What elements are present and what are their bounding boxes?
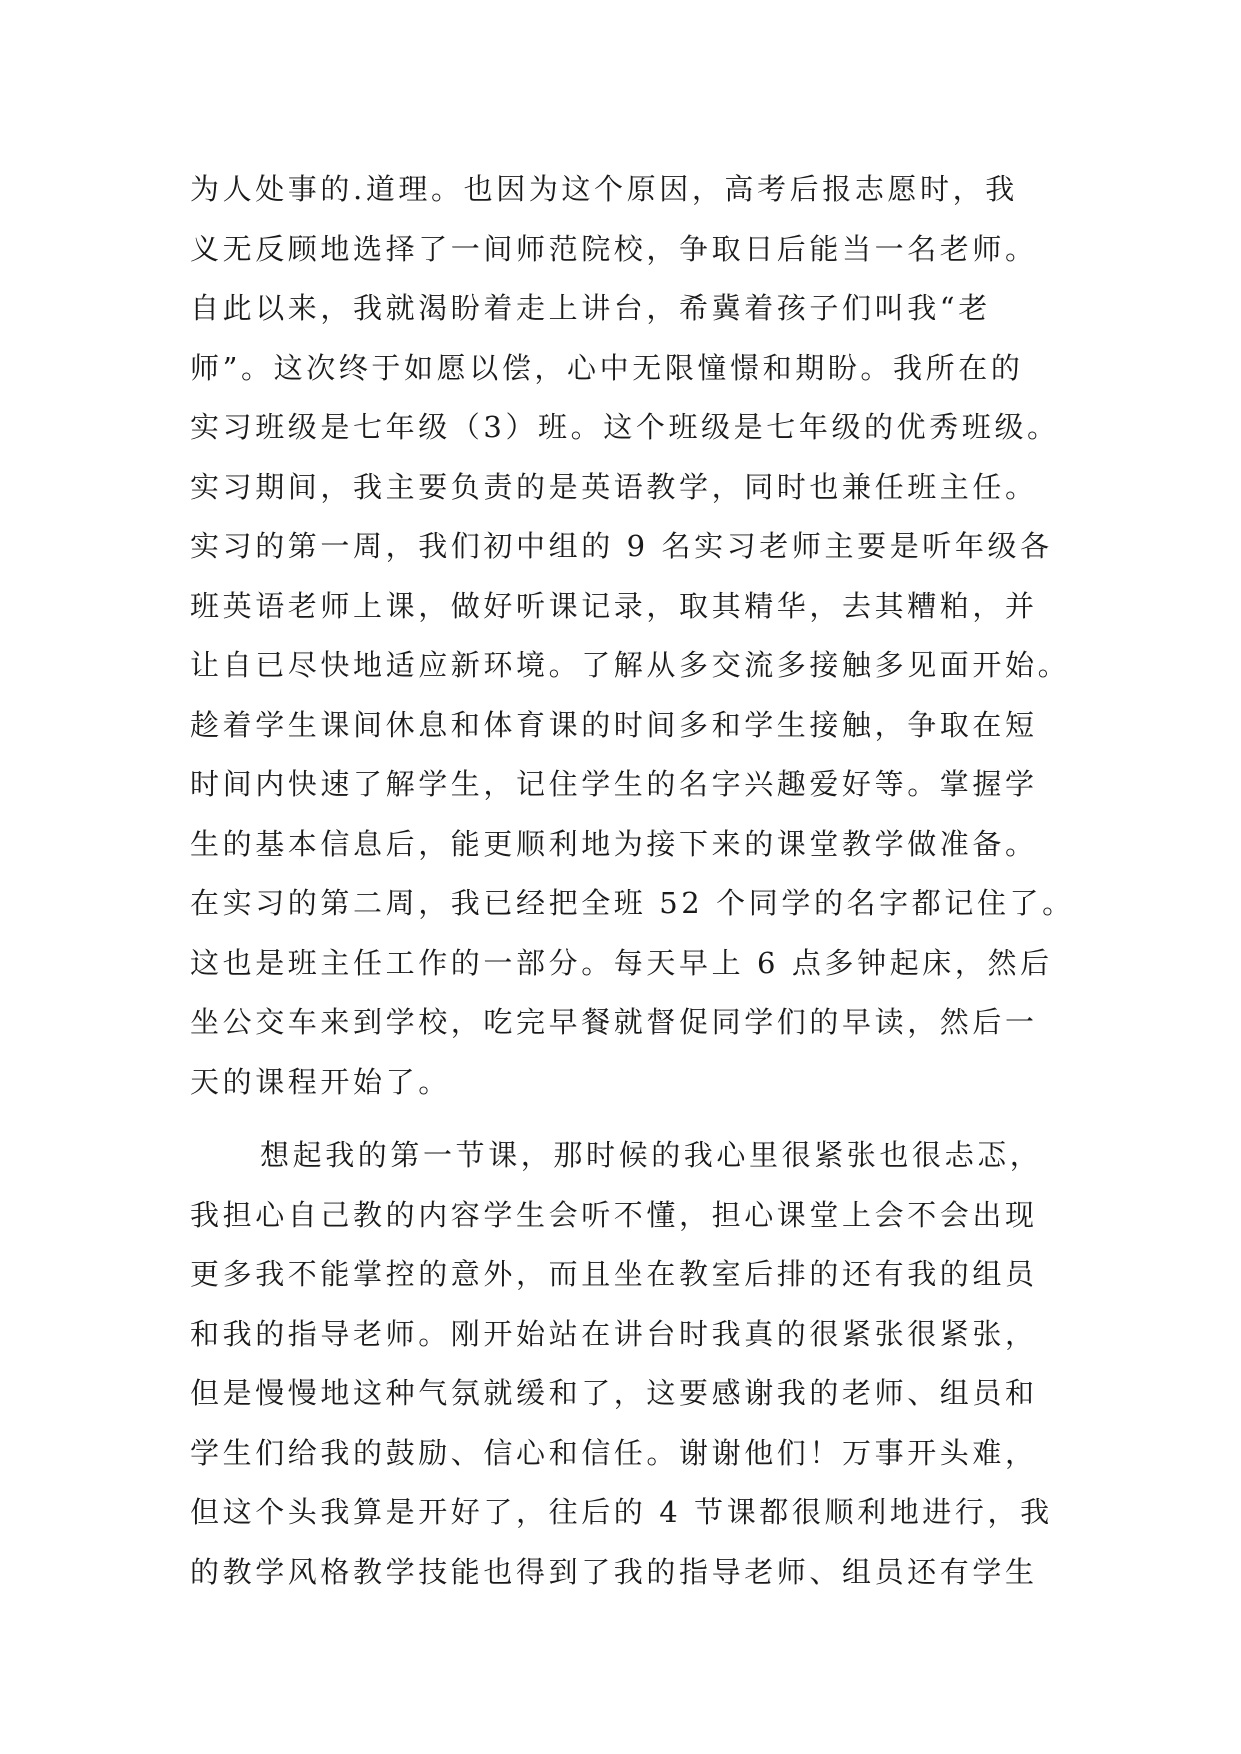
text-line: 我担心自己教的内容学生会听不懂，担心课堂上会不会出现 bbox=[190, 1197, 1038, 1232]
document-body bbox=[190, 160, 1075, 1602]
text-line: 但是慢慢地这种气氛就缓和了，这要感谢我的老师、组员和 bbox=[190, 1376, 1038, 1410]
text-line: 更多我不能掌控的意外，而且坐在教室后排的还有我的组员 bbox=[190, 1257, 1038, 1291]
text-line: 自此以来，我就渴盼着走上讲台，希冀着孩子们叫我“老 bbox=[190, 291, 991, 325]
text-line: 天的课程开始了。 bbox=[190, 1064, 451, 1099]
text-line: 时间内快速了解学生，记住学生的名字兴趣爱好等。掌握学 bbox=[190, 767, 1038, 801]
paragraph-2 bbox=[190, 1126, 1070, 1602]
text-line: 和我的指导老师。刚开始站在讲台时我真的很紧张很紧张， bbox=[190, 1316, 1038, 1351]
text-line: 但这个头我算是开好了，往后的 4 节课都很顺利地进行，我 bbox=[190, 1495, 1053, 1529]
text-line: 实习的第一周，我们初中组的 9 名实习老师主要是听年级各 bbox=[190, 529, 1053, 563]
paragraph-1 bbox=[190, 160, 1075, 1112]
text-line: 趁着学生课间休息和体育课的时间多和学生接触，争取在短 bbox=[190, 707, 1038, 742]
text-line: 学生们给我的鼓励、信心和信任。谢谢他们！万事开头难， bbox=[190, 1435, 1038, 1470]
text-line: 的教学风格教学技能也得到了我的指导老师、组员还有学生 bbox=[190, 1554, 1038, 1589]
text-line: 班英语老师上课，做好听课记录，取其精华，去其糟粕，并 bbox=[190, 588, 1038, 623]
text-line: 这也是班主任工作的一部分。每天早上 6 点多钟起床，然后 bbox=[190, 945, 1053, 980]
text-line: 在实习的第二周，我已经把全班 52 个同学的名字都记住了。 bbox=[190, 886, 1075, 920]
text-line: 让自已尽快地适应新环境。了解从多交流多接触多见面开始。 bbox=[190, 648, 1071, 682]
text-line: 师”。这次终于如愿以偿，心中无限憧憬和期盼。我所在的 bbox=[190, 350, 1024, 385]
text-line: 实习班级是七年级（3）班。这个班级是七年级的优秀班级。 bbox=[190, 410, 1060, 444]
text-line: 实习期间，我主要负责的是英语教学，同时也兼任班主任。 bbox=[190, 469, 1038, 504]
text-line: 生的基本信息后，能更顺利地为接下来的课堂教学做准备。 bbox=[190, 826, 1038, 861]
text-line: 义无反顾地选择了一间师范院校，争取日后能当一名老师。 bbox=[190, 231, 1038, 266]
text-line: 为人处事的.道理。也因为这个原因，高考后报志愿时，我 bbox=[190, 172, 1018, 206]
text-line-indented: 想起我的第一节课，那时候的我心里很紧张也很忐忑， bbox=[260, 1138, 1043, 1172]
text-line: 坐公交车来到学校，吃完早餐就督促同学们的早读，然后一 bbox=[190, 1005, 1038, 1039]
paragraph-spacer bbox=[190, 1112, 1070, 1126]
